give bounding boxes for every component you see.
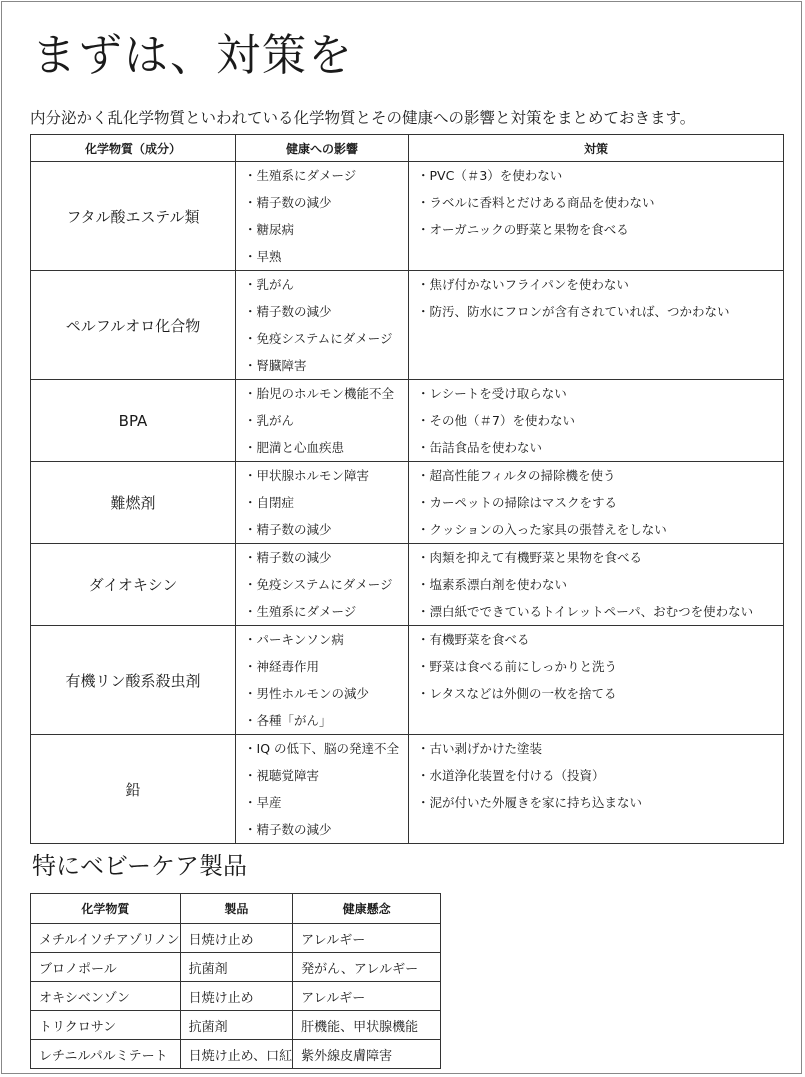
chemical-name: ダイオキシン xyxy=(31,544,236,626)
measure-item: ・ ラベルに香料とだけある商品を使わない xyxy=(409,189,783,216)
measure-item: ・ 超高性能フィルタの掃除機を使う xyxy=(409,462,783,489)
page-title: まずは、対策を xyxy=(32,30,354,81)
chemical-name: ブロノポール xyxy=(31,953,181,982)
baby-care-table xyxy=(30,893,441,1069)
table-row xyxy=(31,626,784,735)
measure-item: ・ 塩素系漂白剤を使わない xyxy=(409,571,783,598)
health-effect-list xyxy=(236,626,409,735)
measure-item: ・ 泥が付いた外履きを家に持ち込まない xyxy=(409,789,783,816)
chemical-name: フタル酸エステル類 xyxy=(31,162,236,271)
health-effect-item: ・ 精子数の減少 xyxy=(236,298,408,325)
measure-item: ・ 漂白紙でできているトイレットペーパ、おむつを使わない xyxy=(409,598,783,625)
health-effect-item: ・ 精子数の減少 xyxy=(236,516,408,543)
product-name: 抗菌剤 xyxy=(180,1011,292,1040)
health-effect-item: ・ 早産 xyxy=(236,789,408,816)
health-effect-item: ・ 甲状腺ホルモン障害 xyxy=(236,462,408,489)
chemical-name: BPA xyxy=(31,380,236,462)
health-effect-list xyxy=(236,162,409,271)
header-health-concern: 健康懸念 xyxy=(293,894,441,924)
table-header-row xyxy=(31,894,441,924)
health-effect-item: ・ 免疫システムにダメージ xyxy=(236,571,408,598)
health-effect-list xyxy=(236,462,409,544)
measure-item: ・ 缶詰食品を使わない xyxy=(409,434,783,461)
measure-list xyxy=(409,271,784,380)
health-effect-item: ・ 腎臓障害 xyxy=(236,352,408,379)
health-effect-item: ・ 早熟 xyxy=(236,243,408,270)
product-name: 日焼け止め xyxy=(180,924,292,953)
measure-item: ・ 水道浄化装置を付ける（投資） xyxy=(409,762,783,789)
chemical-name: 有機リン酸系殺虫剤 xyxy=(31,626,236,735)
table-row xyxy=(31,271,784,380)
measure-item: ・ クッションの入った家具の張替えをしない xyxy=(409,516,783,543)
measure-item: ・ レタスなどは外側の一枚を捨てる xyxy=(409,680,783,707)
health-effect-item: ・ 男性ホルモンの減少 xyxy=(236,680,408,707)
health-concern: 肝機能、甲状腺機能 xyxy=(293,1011,441,1040)
header-health-effect: 健康への影響 xyxy=(236,135,409,162)
health-effect-item: ・ 精子数の減少 xyxy=(236,544,408,571)
measure-item: ・ 野菜は食べる前にしっかりと洗う xyxy=(409,653,783,680)
chemical-name: レチニルパルミテート xyxy=(31,1040,181,1069)
table-row xyxy=(31,1040,441,1069)
health-effect-item: ・ 視聴覚障害 xyxy=(236,762,408,789)
health-effect-item: ・ 乳がん xyxy=(236,407,408,434)
intro-text: 内分泌かく乱化学物質といわれている化学物質とその健康への影響と対策をまとめておきます。 xyxy=(30,109,696,127)
table-row xyxy=(31,544,784,626)
health-effect-list xyxy=(236,544,409,626)
chemical-name: 難燃剤 xyxy=(31,462,236,544)
header-chemical: 化学物質 xyxy=(31,894,181,924)
health-effect-list xyxy=(236,380,409,462)
table-row xyxy=(31,982,441,1011)
health-effect-list xyxy=(236,735,409,844)
table-row xyxy=(31,1011,441,1040)
health-effect-item: ・ 精子数の減少 xyxy=(236,816,408,843)
table-row xyxy=(31,462,784,544)
baby-care-title: 特にベビーケア製品 xyxy=(32,852,248,880)
health-concern: 発がん、アレルギー xyxy=(293,953,441,982)
chemical-name: オキシベンゾン xyxy=(31,982,181,1011)
measure-list xyxy=(409,162,784,271)
health-concern: アレルギー xyxy=(293,924,441,953)
table-row xyxy=(31,162,784,271)
measure-list xyxy=(409,462,784,544)
chemical-table xyxy=(30,134,784,844)
health-effect-item: ・ IQ の低下、脳の発達不全 xyxy=(236,735,408,762)
health-effect-item: ・ 生殖系にダメージ xyxy=(236,598,408,625)
table-row xyxy=(31,380,784,462)
health-effect-item: ・ 各種「がん」 xyxy=(236,707,408,734)
product-name: 日焼け止め、口紅 xyxy=(180,1040,292,1069)
table-row xyxy=(31,735,784,844)
health-effect-item: ・ 胎児のホルモン機能不全 xyxy=(236,380,408,407)
measure-item: ・ 防汚、防水にフロンが含有されていれば、つかわない xyxy=(409,298,783,325)
table-header-row xyxy=(31,135,784,162)
health-concern: 紫外線皮膚障害 xyxy=(293,1040,441,1069)
chemical-name: 鉛 xyxy=(31,735,236,844)
measure-item: ・ レシートを受け取らない xyxy=(409,380,783,407)
measure-item: ・ その他（＃7）を使わない xyxy=(409,407,783,434)
health-effect-item: ・ 生殖系にダメージ xyxy=(236,162,408,189)
measure-list xyxy=(409,544,784,626)
product-name: 日焼け止め xyxy=(180,982,292,1011)
health-effect-item: ・ 神経毒作用 xyxy=(236,653,408,680)
table-row xyxy=(31,953,441,982)
health-effect-item: ・ 自閉症 xyxy=(236,489,408,516)
health-effect-list xyxy=(236,271,409,380)
measure-item: ・ 古い剥げかけた塗装 xyxy=(409,735,783,762)
measure-item: ・ 焦げ付かないフライパンを使わない xyxy=(409,271,783,298)
measure-item: ・ オーガニックの野菜と果物を食べる xyxy=(409,216,783,243)
health-effect-item: ・ 精子数の減少 xyxy=(236,189,408,216)
chemical-name: トリクロサン xyxy=(31,1011,181,1040)
measure-item: ・ カーペットの掃除はマスクをする xyxy=(409,489,783,516)
header-product: 製品 xyxy=(180,894,292,924)
chemical-name: ペルフルオロ化合物 xyxy=(31,271,236,380)
table-row xyxy=(31,924,441,953)
measure-list xyxy=(409,626,784,735)
health-effect-item: ・ 肥満と心血疾患 xyxy=(236,434,408,461)
header-chemical: 化学物質（成分） xyxy=(31,135,236,162)
measure-item: ・ 肉類を抑えて有機野菜と果物を食べる xyxy=(409,544,783,571)
health-effect-item: ・ 糖尿病 xyxy=(236,216,408,243)
measure-item: ・ PVC（＃3）を使わない xyxy=(409,162,783,189)
measure-list xyxy=(409,380,784,462)
header-measures: 対策 xyxy=(409,135,784,162)
product-name: 抗菌剤 xyxy=(180,953,292,982)
health-concern: アレルギー xyxy=(293,982,441,1011)
health-effect-item: ・ パーキンソン病 xyxy=(236,626,408,653)
chemical-name: メチルイソチアゾリノン xyxy=(31,924,181,953)
health-effect-item: ・ 免疫システムにダメージ xyxy=(236,325,408,352)
measure-item: ・ 有機野菜を食べる xyxy=(409,626,783,653)
health-effect-item: ・ 乳がん xyxy=(236,271,408,298)
measure-list xyxy=(409,735,784,844)
